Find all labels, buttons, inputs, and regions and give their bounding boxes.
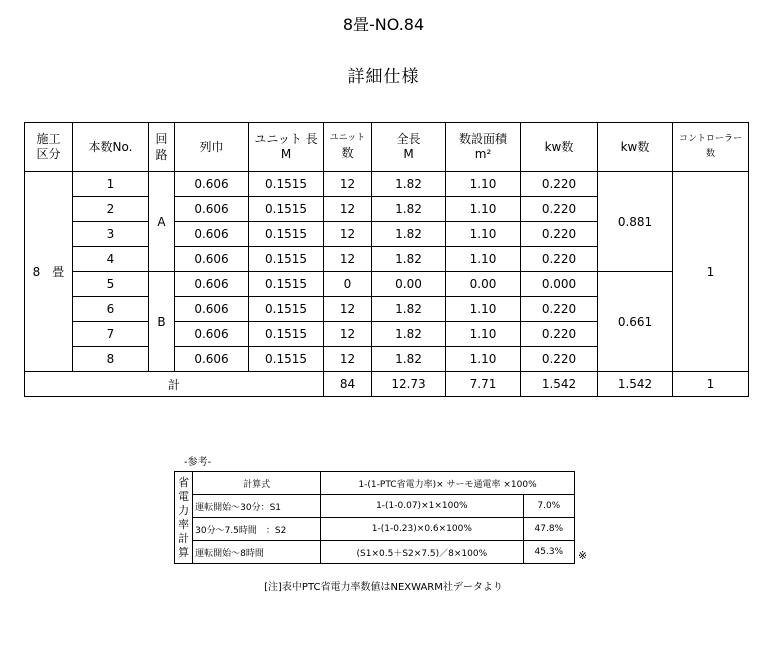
cell-unit-length: 0.1515 [249,347,324,372]
cell-kw: 0.000 [521,272,598,297]
side-char: 計 [178,531,190,545]
note-mark: ※ [578,549,588,562]
footnote: [注]表中PTC省電力率数値はNEXWARM社データより [264,582,503,593]
cell-num: 1 [73,172,149,197]
formula-header-text: 1-(1-PTC省電力率)× サーモ通電率 ×100% [321,472,575,495]
col-pitch: 列巾 [175,123,249,172]
cell-total-length: 1.82 [372,347,446,372]
cell-unit-length: 0.1515 [249,272,324,297]
col-area: 施工 区分 [25,123,73,172]
circuit-cell: B [149,272,175,372]
formula-row [175,541,575,564]
spec-row [25,272,749,297]
cell-units: 12 [324,222,372,247]
total-kw-total: 1.542 [598,372,673,397]
cell-total-length: 1.82 [372,322,446,347]
cell-kw: 0.220 [521,297,598,322]
cell-num: 7 [73,322,149,347]
cell-num: 2 [73,197,149,222]
cell-pitch: 0.606 [175,322,249,347]
cell-total-length: 1.82 [372,172,446,197]
cell-unit-length: 0.1515 [249,322,324,347]
cell-area-m2: 1.10 [446,172,521,197]
cell-units: 0 [324,272,372,297]
col-kw-total: kw数 [598,123,673,172]
cell-units: 12 [324,297,372,322]
cell-total-length: 1.82 [372,222,446,247]
circuit-cell: A [149,172,175,272]
total-units: 84 [324,372,372,397]
formula-row [175,495,575,518]
cell-kw: 0.220 [521,222,598,247]
formula-value: 45.3% [523,541,574,564]
circuit-kw-cell: 0.881 [598,172,673,272]
formula-label: 運転開始～8時間 [193,541,321,564]
cell-unit-length: 0.1515 [249,172,324,197]
side-label [175,472,193,564]
cell-pitch: 0.606 [175,347,249,372]
cell-pitch: 0.606 [175,197,249,222]
page-subtitle: 詳細仕様 [347,67,420,87]
cell-area-m2: 1.10 [446,347,521,372]
formula-header-label: 計算式 [193,472,321,495]
cell-total-length: 1.82 [372,297,446,322]
cell-unit-length: 0.1515 [249,197,324,222]
col-count-no: 本数No. [73,123,149,172]
cell-pitch: 0.606 [175,272,249,297]
cell-area-m2: 1.10 [446,197,521,222]
col-area-m2: 数設面積 m² [446,123,521,172]
cell-area-m2: 1.10 [446,322,521,347]
spec-row [25,172,749,197]
col-circuit: 回 路 [149,123,175,172]
cell-units: 12 [324,197,372,222]
cell-kw: 0.220 [521,322,598,347]
side-char: 率 [178,517,190,531]
col-kw: kw数 [521,123,598,172]
spec-table [24,122,749,397]
cell-kw: 0.220 [521,247,598,272]
formula-label: 30分～7.5時間 ：S2 [193,518,321,541]
cell-area-m2: 1.10 [446,247,521,272]
cell-num: 3 [73,222,149,247]
cell-units: 12 [324,347,372,372]
controllers-cell: 1 [673,172,749,372]
col-controllers: コントローラー 数 [673,123,749,172]
cell-num: 8 [73,347,149,372]
total-area-m2: 7.71 [446,372,521,397]
total-label: 計 [25,372,324,397]
circuit-kw-cell: 0.661 [598,272,673,372]
side-char: 電 [178,489,190,503]
cell-area-m2: 1.10 [446,297,521,322]
cell-total-length: 1.82 [372,247,446,272]
side-char: 力 [178,503,190,517]
cell-total-length: 1.82 [372,197,446,222]
formula-value: 47.8% [523,518,574,541]
cell-area-m2: 1.10 [446,222,521,247]
reference-label: -参考- [184,457,212,468]
cell-pitch: 0.606 [175,222,249,247]
total-total-length: 12.73 [372,372,446,397]
cell-kw: 0.220 [521,347,598,372]
cell-pitch: 0.606 [175,172,249,197]
formula-text: (S1×0.5＋S2×7.5)／8×100% [321,541,524,564]
cell-kw: 0.220 [521,172,598,197]
cell-unit-length: 0.1515 [249,222,324,247]
formula-label: 運転開始～30分：S1 [193,495,321,518]
power-saving-table [174,471,575,564]
cell-kw: 0.220 [521,197,598,222]
side-char: 算 [178,545,190,559]
total-controllers: 1 [673,372,749,397]
cell-unit-length: 0.1515 [249,247,324,272]
cell-pitch: 0.606 [175,297,249,322]
cell-units: 12 [324,247,372,272]
cell-num: 6 [73,297,149,322]
cell-units: 12 [324,172,372,197]
formula-header-row [175,472,575,495]
col-units: ユニット 数 [324,123,372,172]
formula-value: 7.0% [523,495,574,518]
total-row [25,372,749,397]
cell-units: 12 [324,322,372,347]
area-cell: 8 畳 [25,172,73,372]
cell-num: 5 [73,272,149,297]
cell-area-m2: 0.00 [446,272,521,297]
total-kw: 1.542 [521,372,598,397]
col-unit-length: ユニット 長 M [249,123,324,172]
spec-table-header [25,123,749,172]
side-char: 省 [178,475,190,489]
page-title: 8畳-NO.84 [342,15,425,34]
cell-unit-length: 0.1515 [249,297,324,322]
cell-num: 4 [73,247,149,272]
col-total-length: 全長 M [372,123,446,172]
formula-row [175,518,575,541]
cell-total-length: 0.00 [372,272,446,297]
cell-pitch: 0.606 [175,247,249,272]
formula-text: 1-(1-0.23)×0.6×100% [321,518,524,541]
formula-text: 1-(1-0.07)×1×100% [321,495,524,518]
